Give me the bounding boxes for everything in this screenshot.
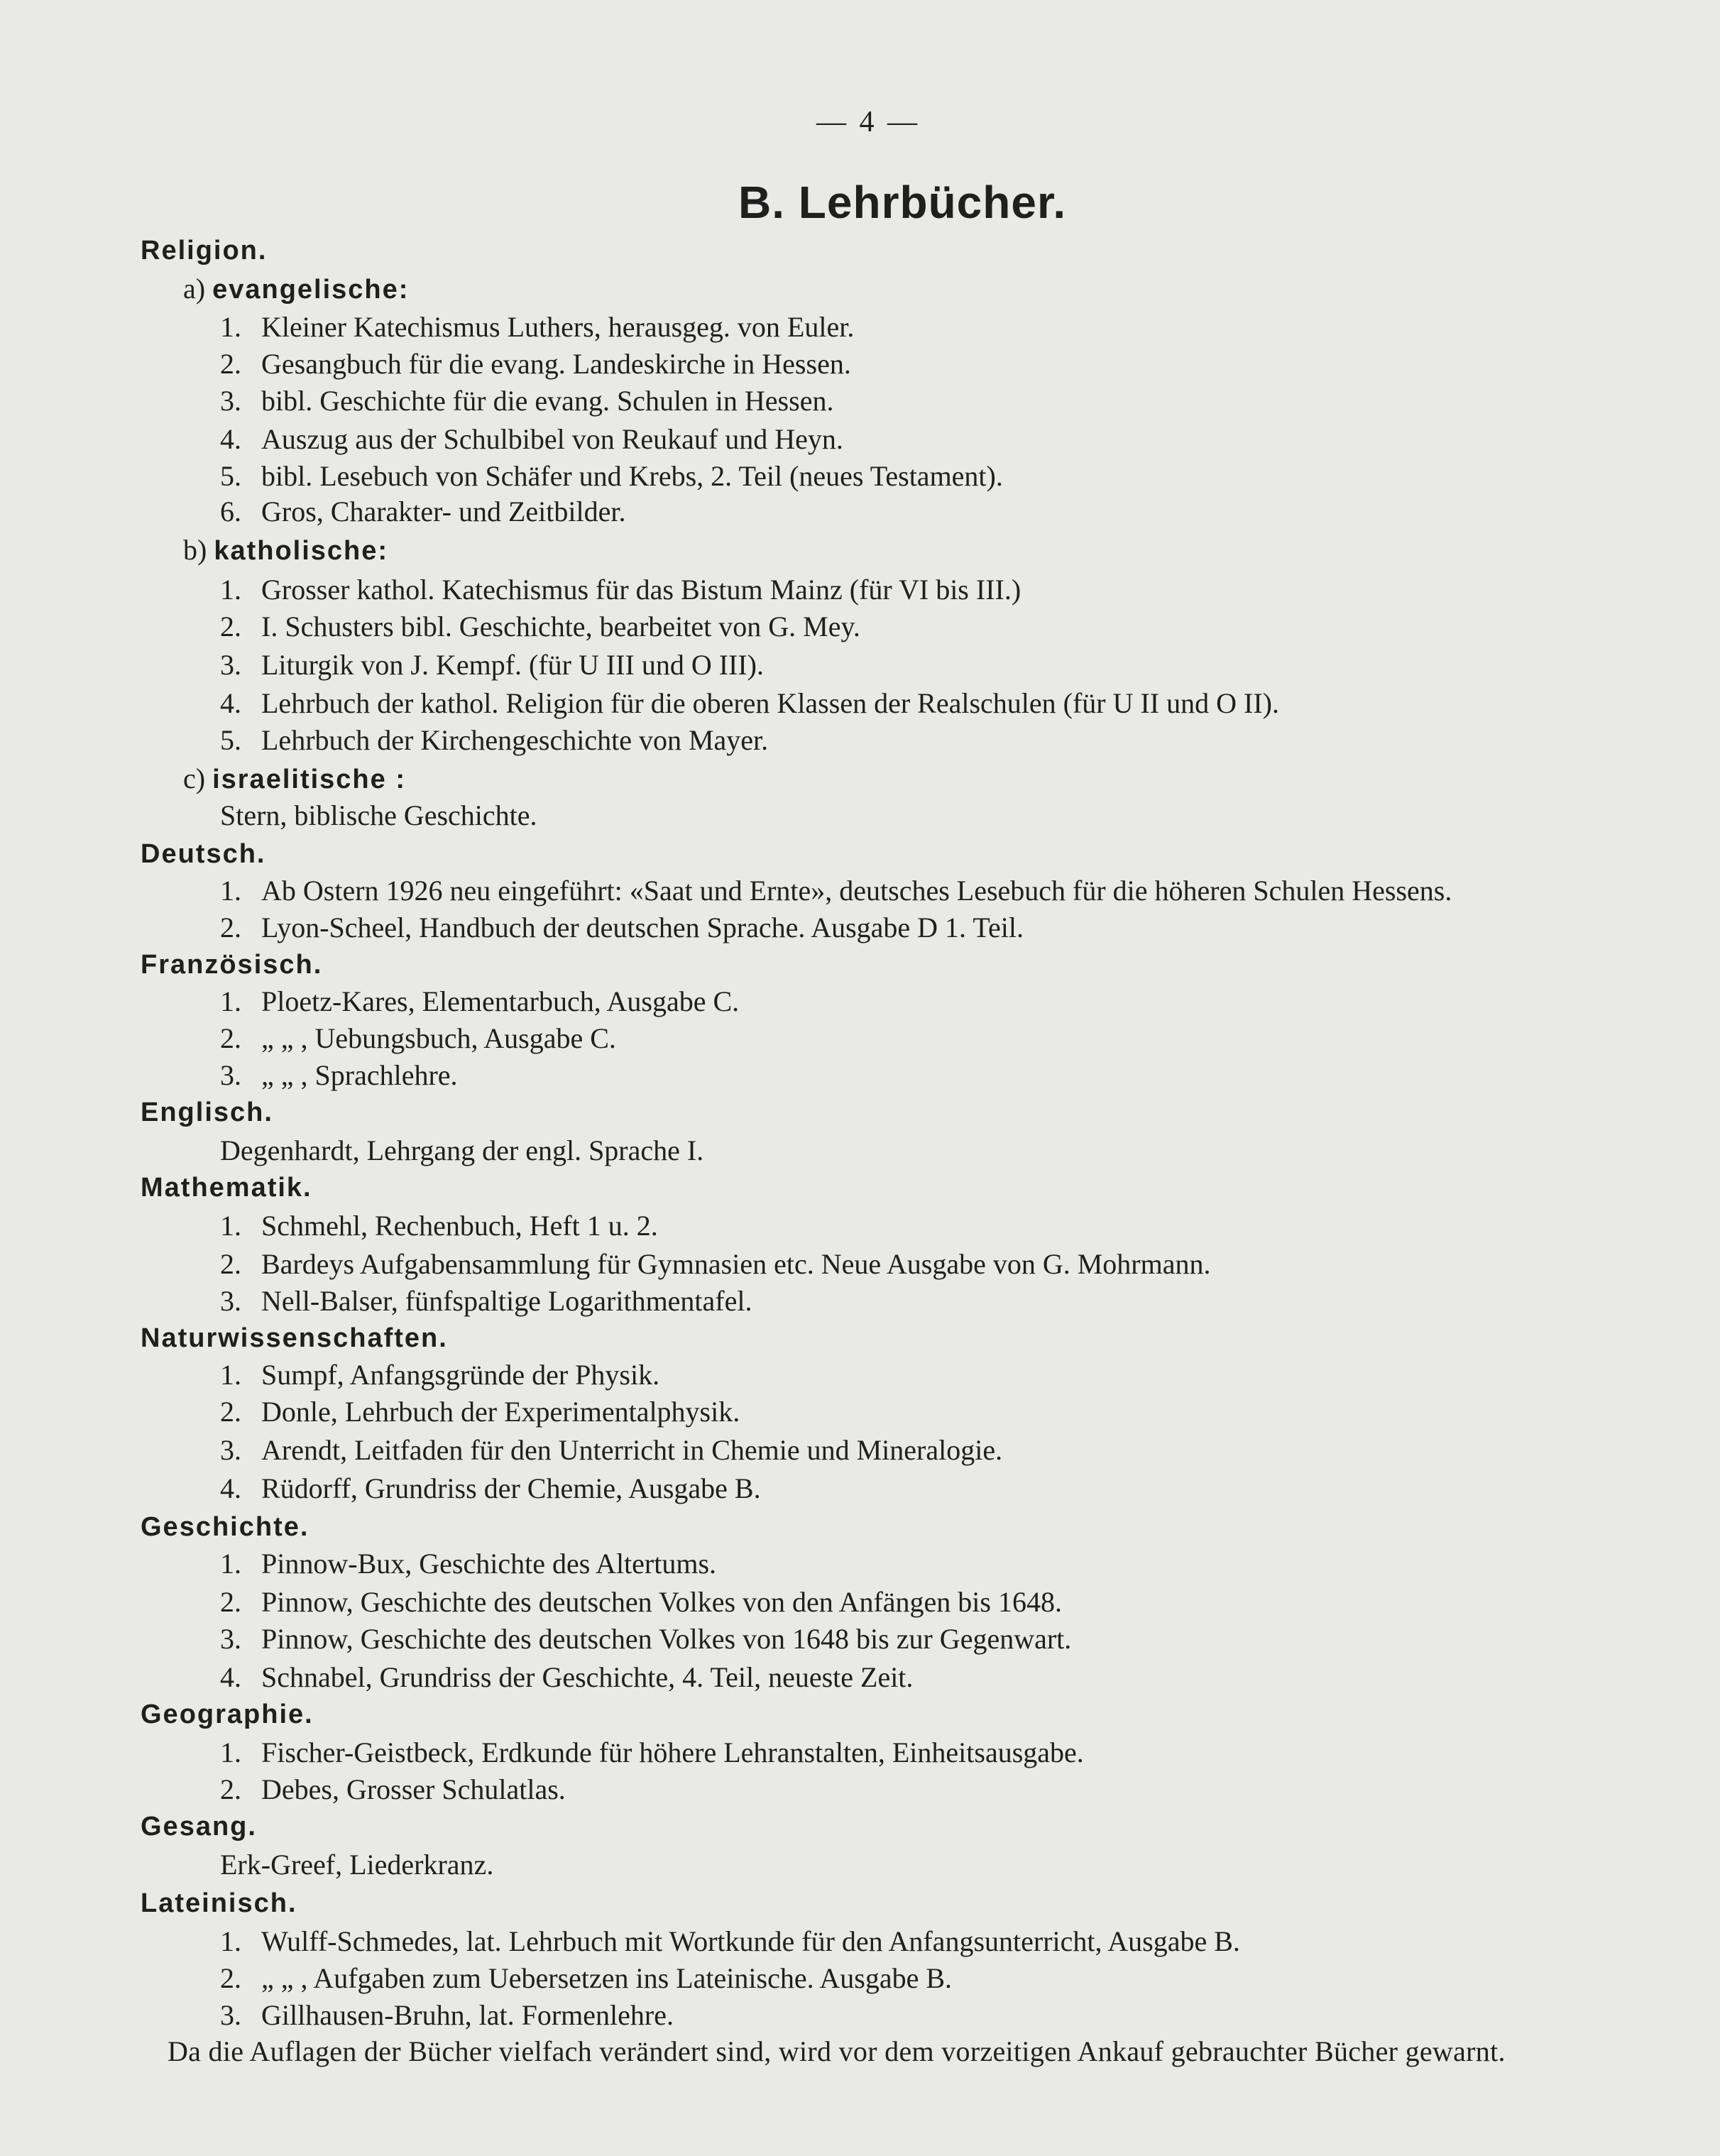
item-text: Nell-Balser, fünfspaltige Logarithmentafel. bbox=[261, 1285, 752, 1317]
list-item: 2. „ „ , Uebungsbuch, Ausgabe C. bbox=[220, 1022, 616, 1054]
item-text: Schmehl, Rechenbuch, Heft 1 u. 2. bbox=[261, 1210, 658, 1242]
item-text: Schnabel, Grundriss der Geschichte, 4. Teil, neueste Zeit. bbox=[261, 1661, 914, 1693]
item-text: Ab Ostern 1926 neu eingeführt: «Saat und Ernte», deutsches Lesebuch für die höheren Schulen Hessens. bbox=[261, 875, 1452, 907]
list-item: 1. Grosser kathol. Katechismus für das Bistum Mainz (für VI bis III.) bbox=[220, 574, 1021, 606]
list-item: 4. Schnabel, Grundriss der Geschichte, 4. Teil, neueste Zeit. bbox=[220, 1661, 914, 1693]
list-item: 1. Kleiner Katechismus Luthers, herausgeg. von Euler. bbox=[220, 311, 855, 343]
list-item: 4. Rüdorff, Grundriss der Chemie, Ausgabe B. bbox=[220, 1472, 761, 1504]
item-text: Lehrbuch der Kirchengeschichte von Mayer. bbox=[261, 724, 769, 756]
item-text: bibl. Lesebuch von Schäfer und Krebs, 2. Teil (neues Testament). bbox=[261, 460, 1003, 492]
list-item: 2. Bardeys Aufgabensammlung für Gymnasien etc. Neue Ausgabe von G. Mohrmann. bbox=[220, 1248, 1211, 1280]
heading-lateinisch: Lateinisch. bbox=[141, 1888, 297, 1918]
subheading-name: evangelische: bbox=[212, 275, 410, 305]
heading-naturwissenschaften: Naturwissenschaften. bbox=[141, 1323, 448, 1353]
item-text: Donle, Lehrbuch der Experimentalphysik. bbox=[261, 1396, 740, 1428]
footer-note: Da die Auflagen der Bücher vielfach verändert sind, wird vor dem vorzeitigen Ankauf gebrauchter Bücher gewarnt. bbox=[168, 2035, 1506, 2067]
item-text: „ „ , Aufgaben zum Uebersetzen ins Lateinische. Ausgabe B. bbox=[261, 1962, 953, 1994]
item-text: Wulff-Schmedes, lat. Lehrbuch mit Wortkunde für den Anfangsunterricht, Ausgabe B. bbox=[261, 1925, 1240, 1957]
heading-geschichte: Geschichte. bbox=[141, 1512, 310, 1542]
page-title: B. Lehrbücher. bbox=[738, 177, 1067, 228]
item-text: Fischer-Geistbeck, Erdkunde für höhere Lehranstalten, Einheitsausgabe. bbox=[261, 1736, 1084, 1768]
item-text: Pinnow, Geschichte des deutschen Volkes von den Anfängen bis 1648. bbox=[261, 1586, 1062, 1618]
heading-franzoesisch: Französisch. bbox=[141, 950, 323, 980]
item-text: Auszug aus der Schulbibel von Reukauf und Heyn. bbox=[261, 423, 843, 455]
item-text: Gillhausen-Bruhn, lat. Formenlehre. bbox=[261, 1999, 674, 2031]
list-item: 2. Donle, Lehrbuch der Experimentalphysik. bbox=[220, 1396, 740, 1428]
subheading-name: israelitische : bbox=[212, 765, 406, 794]
list-item: 1. Ploetz-Kares, Elementarbuch, Ausgabe C. bbox=[220, 985, 740, 1017]
heading-mathematik: Mathematik. bbox=[141, 1173, 312, 1203]
subheading-label: a) bbox=[183, 273, 206, 305]
item-text: Pinnow, Geschichte des deutschen Volkes von 1648 bis zur Gegenwart. bbox=[261, 1623, 1072, 1655]
item-text: Rüdorff, Grundriss der Chemie, Ausgabe B. bbox=[261, 1472, 761, 1504]
subheading-israelitisch bbox=[183, 761, 406, 797]
list-item: 1. Fischer-Geistbeck, Erdkunde für höhere Lehranstalten, Einheitsausgabe. bbox=[220, 1736, 1084, 1768]
list-item: 1. Pinnow-Bux, Geschichte des Altertums. bbox=[220, 1548, 717, 1580]
list-item: 2. Lyon-Scheel, Handbuch der deutschen Sprache. Ausgabe D 1. Teil. bbox=[220, 912, 1024, 943]
item-text: Grosser kathol. Katechismus für das Bistum Mainz (für VI bis III.) bbox=[261, 574, 1021, 606]
heading-geographie: Geographie. bbox=[141, 1700, 314, 1729]
subheading-katholisch bbox=[183, 532, 388, 569]
heading-gesang: Gesang. bbox=[141, 1812, 257, 1842]
list-item: 2. I. Schusters bibl. Geschichte, bearbeitet von G. Mey. bbox=[220, 611, 860, 642]
list-item: 3. Pinnow, Geschichte des deutschen Volkes von 1648 bis zur Gegenwart. bbox=[220, 1623, 1072, 1655]
list-item: 6. Gros, Charakter- und Zeitbilder. bbox=[220, 496, 626, 527]
list-item: 4. Lehrbuch der kathol. Religion für die oberen Klassen der Realschulen (für U II und O II). bbox=[220, 687, 1279, 719]
item-text: Kleiner Katechismus Luthers, herausgeg. von Euler. bbox=[261, 311, 855, 343]
item-text: Lehrbuch der kathol. Religion für die oberen Klassen der Realschulen (für U II und O II). bbox=[261, 687, 1279, 719]
subheading-evangelisch bbox=[183, 271, 409, 307]
item-text: Liturgik von J. Kempf. (für U III und O III). bbox=[261, 649, 764, 681]
list-item: 1. Sumpf, Anfangsgründe der Physik. bbox=[220, 1359, 660, 1391]
item-text: Gros, Charakter- und Zeitbilder. bbox=[261, 496, 626, 527]
item-text: Lyon-Scheel, Handbuch der deutschen Sprache. Ausgabe D 1. Teil. bbox=[261, 912, 1024, 943]
list-item: 2. Debes, Grosser Schulatlas. bbox=[220, 1773, 566, 1805]
list-item: Stern, biblische Geschichte. bbox=[220, 799, 537, 831]
item-text: Gesangbuch für die evang. Landeskirche in Hessen. bbox=[261, 348, 851, 380]
list-item: 1. Schmehl, Rechenbuch, Heft 1 u. 2. bbox=[220, 1210, 658, 1242]
item-text: Ploetz-Kares, Elementarbuch, Ausgabe C. bbox=[261, 985, 740, 1017]
item-text: Arendt, Leitfaden für den Unterricht in Chemie und Mineralogie. bbox=[261, 1434, 1003, 1466]
item-text: Bardeys Aufgabensammlung für Gymnasien etc. Neue Ausgabe von G. Mohrmann. bbox=[261, 1248, 1211, 1280]
item-text: „ „ , Sprachlehre. bbox=[261, 1059, 458, 1091]
list-item: 1. Ab Ostern 1926 neu eingeführt: «Saat und Ernte», deutsches Lesebuch für die höheren Schulen Hessens. bbox=[220, 875, 1452, 907]
heading-englisch: Englisch. bbox=[141, 1098, 273, 1127]
item-text: Debes, Grosser Schulatlas. bbox=[261, 1773, 566, 1805]
list-item: Degenhardt, Lehrgang der engl. Sprache I. bbox=[220, 1134, 704, 1166]
list-item: 3. Gillhausen-Bruhn, lat. Formenlehre. bbox=[220, 1999, 674, 2031]
subheading-label: c) bbox=[183, 762, 206, 794]
list-item: 5. bibl. Lesebuch von Schäfer und Krebs, 2. Teil (neues Testament). bbox=[220, 460, 1003, 492]
subheading-label: b) bbox=[183, 534, 207, 566]
item-text: Pinnow-Bux, Geschichte des Altertums. bbox=[261, 1548, 717, 1580]
item-text: I. Schusters bibl. Geschichte, bearbeitet von G. Mey. bbox=[261, 611, 860, 642]
list-item: 1. Wulff-Schmedes, lat. Lehrbuch mit Wortkunde für den Anfangsunterricht, Ausgabe B. bbox=[220, 1925, 1240, 1957]
item-text: bibl. Geschichte für die evang. Schulen in Hessen. bbox=[261, 385, 834, 417]
page-number: — 4 — bbox=[816, 106, 920, 138]
heading-religion: Religion. bbox=[141, 236, 268, 266]
list-item: Erk-Greef, Liederkranz. bbox=[220, 1849, 494, 1881]
item-text: „ „ , Uebungsbuch, Ausgabe C. bbox=[261, 1022, 616, 1054]
list-item: 2. „ „ , Aufgaben zum Uebersetzen ins Lateinische. Ausgabe B. bbox=[220, 1962, 953, 1994]
list-item: 4. Auszug aus der Schulbibel von Reukauf und Heyn. bbox=[220, 423, 843, 455]
list-item: 3. bibl. Geschichte für die evang. Schulen in Hessen. bbox=[220, 385, 834, 417]
list-item: 2. Pinnow, Geschichte des deutschen Volkes von den Anfängen bis 1648. bbox=[220, 1586, 1062, 1618]
list-item: 2. Gesangbuch für die evang. Landeskirche in Hessen. bbox=[220, 348, 851, 380]
heading-deutsch: Deutsch. bbox=[141, 839, 266, 869]
subheading-name: katholische: bbox=[214, 536, 389, 566]
list-item: 3. Liturgik von J. Kempf. (für U III und O III). bbox=[220, 649, 764, 681]
list-item: 3. „ „ , Sprachlehre. bbox=[220, 1059, 458, 1091]
item-text: Sumpf, Anfangsgründe der Physik. bbox=[261, 1359, 660, 1391]
list-item: 3. Nell-Balser, fünfspaltige Logarithmentafel. bbox=[220, 1285, 752, 1317]
list-item: 3. Arendt, Leitfaden für den Unterricht in Chemie und Mineralogie. bbox=[220, 1434, 1003, 1466]
list-item: 5. Lehrbuch der Kirchengeschichte von Mayer. bbox=[220, 724, 769, 756]
